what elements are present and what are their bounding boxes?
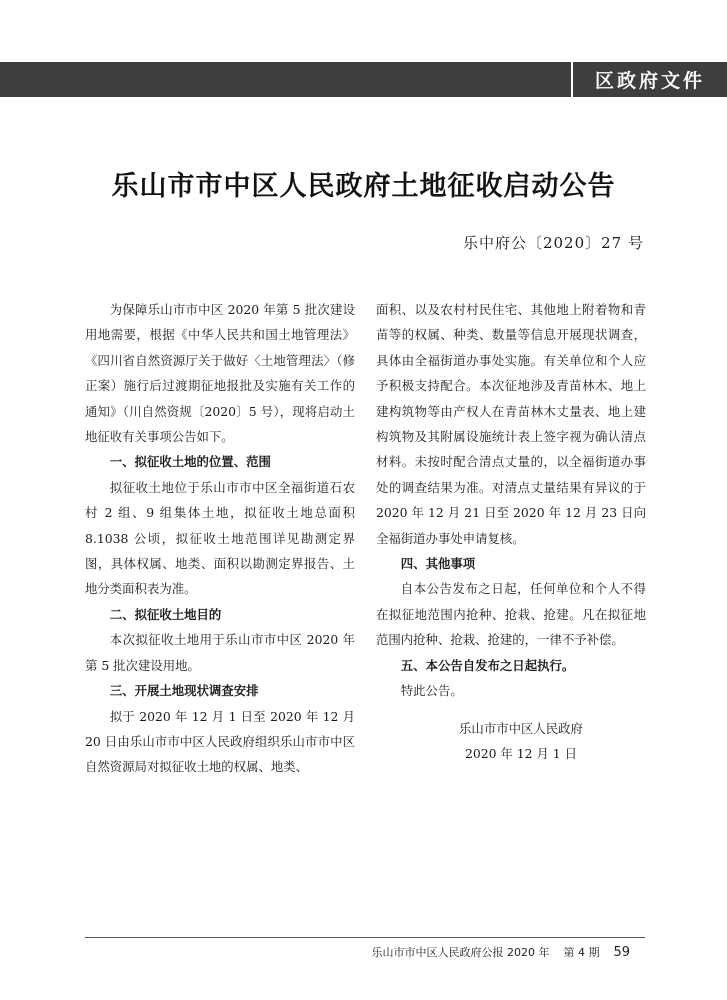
document-number: 乐中府公〔2020〕27 号 [462,234,644,252]
signature-org: 乐山市市中区人民政府 [459,721,583,736]
section-heading: 四、其他事项 [400,556,476,572]
footer [371,944,630,960]
paragraph: 拟于 2020 年 12 月 1 日至 2020 年 12 月 20 日由乐山市市中区人民政府组织乐山市市中区自然资源局对拟征收土地的权属、地类、 [85,708,355,775]
signature-date: 2020 年 12 月 1 日 [464,746,578,762]
paragraph-continued: 面积、以及农村村民住宅、其他地上附着物和青苗等的权属、种类、数量等信息开展现状调查，具体由全福街道办事处实施。有关单位和个人应予积极支持配合。本次征地涉及青苗林木、地上建构筑物等由产权人在青苗林木丈量表、地上建构筑物及其附属设施统计表上签字视为确认清点材料。未按时配合清点丈量的，以全福街道办事处的调查结果为准。对清点丈量结果有异议的于 2020 年 12 月 21 日至 2020 年 12 月 23 日向全福街道办事处申请复核。 [376,302,646,546]
footer-rule [85,937,645,938]
right-column [376,297,646,704]
paragraph: 拟征收土地位于乐山市市中区全福街道石农村 2 组、9 组集体土地，拟征收土地总面积 8.1038 公顷，拟征收土地范围详见勘测定界图，具体权属、地类、面积以勘测定界报告、土地分类面积表为准。 [85,479,355,597]
page-number: 59 [613,945,630,960]
paragraph: 为保障乐山市市中区 2020 年第 5 批次建设用地需要，根据《中华人民共和国土地管理法》《四川省自然资源厅关于做好〈土地管理法〉（修正案）施行后过渡期征地报批及实施有关工作的通知》（川自然资规〔2020〕5 号），现将启动土地征收有关事项公告如下。 [85,302,355,445]
section-heading: 一、拟征收土地的位置、范围 [109,454,271,470]
closing-text: 特此公告。 [400,683,463,699]
paragraph: 本次拟征收土地用于乐山市市中区 2020 年第 5 批次建设用地。 [85,632,355,673]
signature-block [376,716,646,767]
section-heading: 二、拟征收土地目的 [109,606,222,622]
footer-publication: 乐山市市中区人民政府公报 2020 年 [371,946,550,959]
section-heading: 三、开展土地现状调查安排 [109,683,259,699]
section-label: 区政府文件 [573,62,727,97]
paragraph: 自本公告发布之日起，任何单位和个人不得在拟征地范围内抢种、抢栽、抢建。凡在拟征地范围内抢种、抢栽、抢建的，一律不予补偿。 [376,581,646,648]
document-title: 乐山市市中区人民政府土地征收启动公告 [111,171,616,203]
section-heading: 五、本公告自发布之日起执行。 [400,657,575,673]
footer-issue: 第 4 期 [563,946,600,959]
left-column [85,297,355,780]
